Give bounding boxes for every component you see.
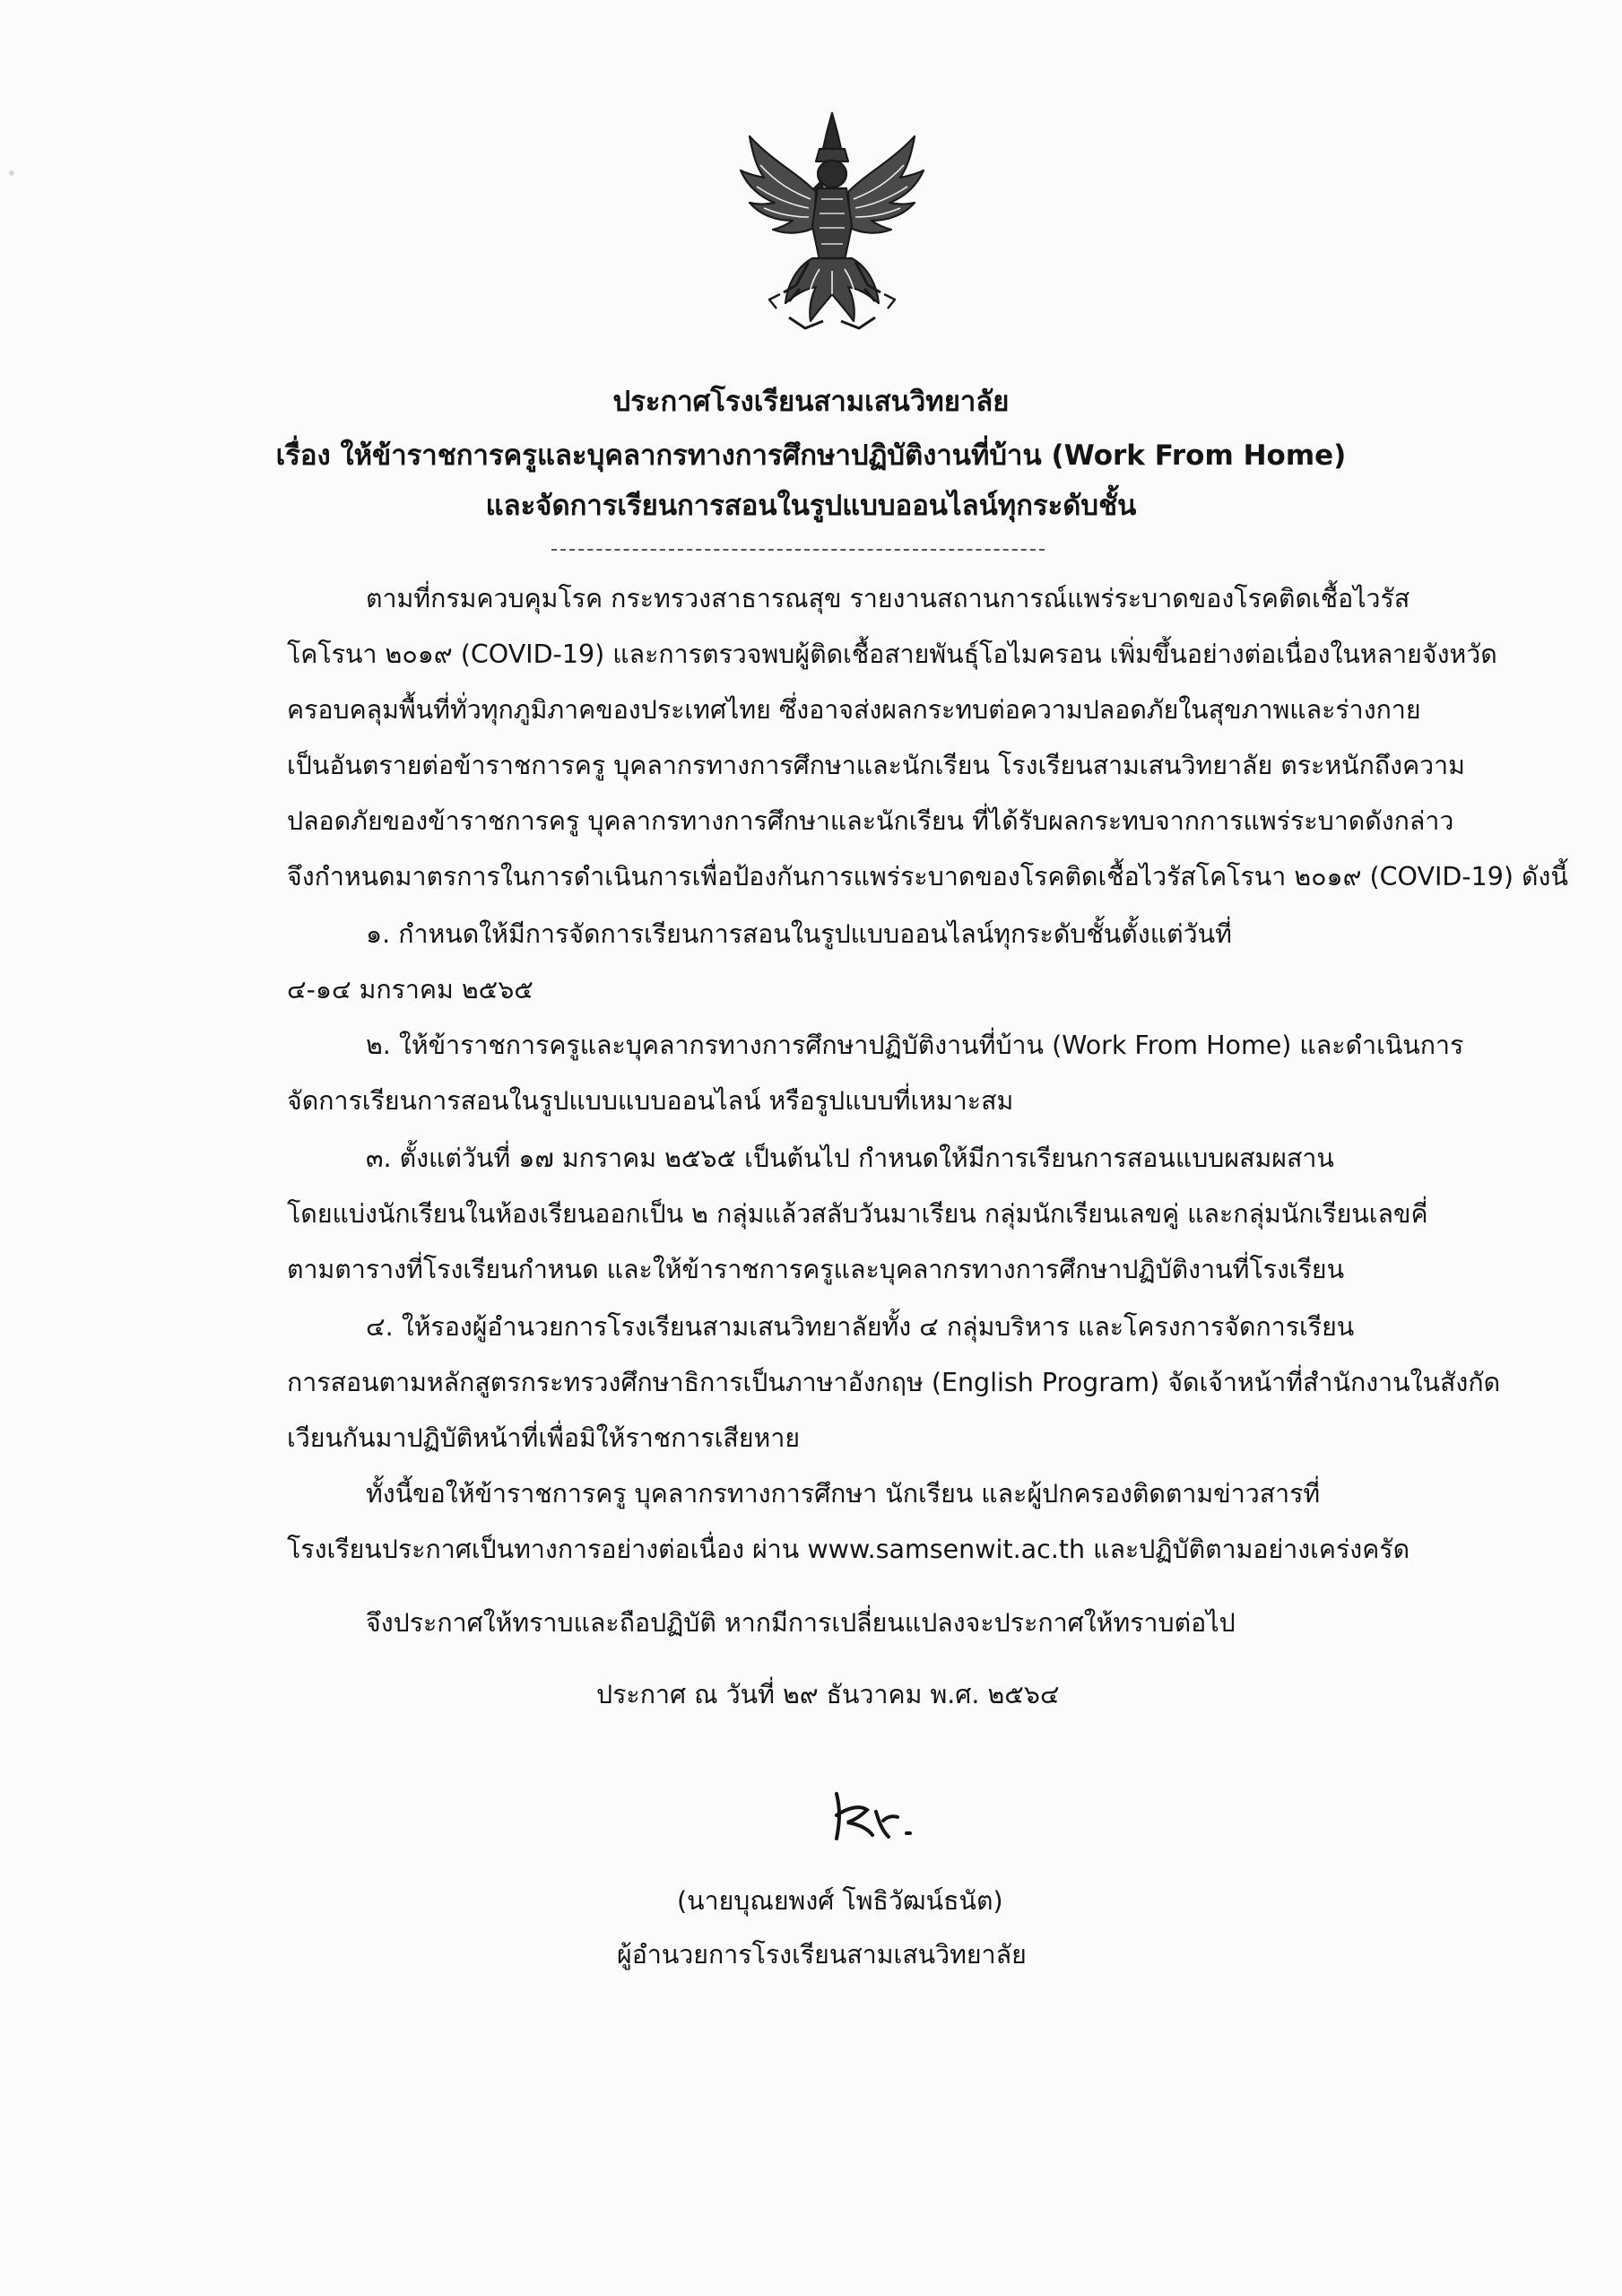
announcement-date: ประกาศ ณ วันที่ ๒๙ ธันวาคม พ.ศ. ๒๕๖๔ — [596, 1680, 1060, 1709]
notice-line: โรงเรียนประกาศเป็นทางการอย่างต่อเนื่อง ผ่าน www.samsenwit.ac.th และปฏิบัติตามอย่างเคร่งครัด — [287, 1535, 1410, 1564]
item-4-line: ๔. ให้รองผู้อำนวยการโรงเรียนสามเสนวิทยาลัยทั้ง ๔ กลุ่มบริหาร และโครงการจัดการเรียน — [366, 1312, 1355, 1342]
garuda-emblem-icon — [733, 109, 931, 341]
item-1-line: ๔-๑๔ มกราคม ๒๕๖๕ — [287, 975, 533, 1004]
scan-speck — [9, 170, 14, 176]
paragraph-line: จึงกำหนดมาตรการในการดำเนินการเพื่อป้องกันการแพร่ระบาดของโรคติดเชื้อไวรัสโคโรนา ๒๐๑๙ (COVID-19) ดังนี้ — [287, 862, 1568, 891]
paragraph-line: ปลอดภัยของข้าราชการครู บุคลากรทางการศึกษาและนักเรียน ที่ได้รับผลกระทบจากการแพร่ระบาดดังกล่าว — [287, 806, 1454, 836]
subject-line-1: เรื่อง ให้ข้าราชการครูและบุคลากรทางการศึกษาปฏิบัติงานที่บ้าน (Work From Home) — [275, 439, 1347, 472]
paragraph-line: ตามที่กรมควบคุมโรค กระทรวงสาธารณสุข รายงานสถานการณ์แพร่ระบาดของโรคติดเชื้อไวรัส — [366, 584, 1410, 613]
paragraph-line: โคโรนา ๒๐๑๙ (COVID-19) และการตรวจพบผู้ติดเชื้อสายพันธุ์โอไมครอน เพิ่มขึ้นอย่างต่อเนื่องในหลายจังหวัด — [287, 639, 1497, 669]
item-3-line: โดยแบ่งนักเรียนในห้องเรียนออกเป็น ๒ กลุ่มแล้วสลับวันมาเรียน กลุ่มนักเรียนเลขคู่ และกลุ่มนักเรียนเลขคี่ — [287, 1199, 1428, 1229]
notice-line: ทั้งนี้ขอให้ข้าราชการครู บุคลากรทางการศึกษา นักเรียน และผู้ปกครองติดตามข่าวสารที่ — [366, 1479, 1321, 1509]
item-2-line: จัดการเรียนการสอนในรูปแบบแบบออนไลน์ หรือรูปแบบที่เหมาะสม — [287, 1086, 1014, 1116]
heading-divider — [551, 549, 1045, 551]
item-3-line: ตามตารางที่โรงเรียนกำหนด และให้ข้าราชการครูและบุคลากรทางการศึกษาปฏิบัติงานที่โรงเรียน — [287, 1255, 1345, 1284]
signer-position: ผู้อำนวยการโรงเรียนสามเสนวิทยาลัย — [617, 1940, 1027, 1970]
announcement-title: ประกาศโรงเรียนสามเสนวิทยาลัย — [612, 386, 1010, 418]
item-1-line: ๑. กำหนดให้มีการจัดการเรียนการสอนในรูปแบบออนไลน์ทุกระดับชั้นตั้งแต่วันที่ — [366, 919, 1232, 949]
item-4-line: การสอนตามหลักสูตรกระทรวงศึกษาธิการเป็นภาษาอังกฤษ (English Program) จัดเจ้าหน้าที่สำนักงานในสังกัด — [287, 1368, 1501, 1397]
closing-line: จึงประกาศให้ทราบและถือปฏิบัติ หากมีการเปลี่ยนแปลงจะประกาศให้ทราบต่อไป — [366, 1608, 1236, 1638]
paragraph-line: ครอบคลุมพื้นที่ทั่วทุกภูมิภาคของประเทศไทย ซึ่งอาจส่งผลกระทบต่อความปลอดภัยในสุขภาพและร่างกาย — [287, 695, 1421, 725]
item-4-line: เวียนกันมาปฏิบัติหน้าที่เพื่อมิให้ราชการเสียหาย — [287, 1423, 801, 1453]
item-3-line: ๓. ตั้งแต่วันที่ ๑๗ มกราคม ๒๕๖๕ เป็นต้นไป กำหนดให้มีการเรียนการสอนแบบผสมผสาน — [366, 1144, 1334, 1173]
signer-name: (นายบุณยพงศ์ โพธิวัฒน์ธนัต) — [677, 1886, 1003, 1916]
subject-line-2: และจัดการเรียนการสอนในรูปแบบออนไลน์ทุกระดับชั้น — [485, 490, 1137, 522]
signature-icon — [820, 1785, 928, 1849]
item-2-line: ๒. ให้ข้าราชการครูและบุคลากรทางการศึกษาปฏิบัติงานที่บ้าน (Work From Home) และดำเนินการ — [366, 1031, 1464, 1060]
paragraph-line: เป็นอันตรายต่อข้าราชการครู บุคลากรทางการศึกษาและนักเรียน โรงเรียนสามเสนวิทยาลัย ตระหนักถึงความ — [287, 751, 1465, 780]
